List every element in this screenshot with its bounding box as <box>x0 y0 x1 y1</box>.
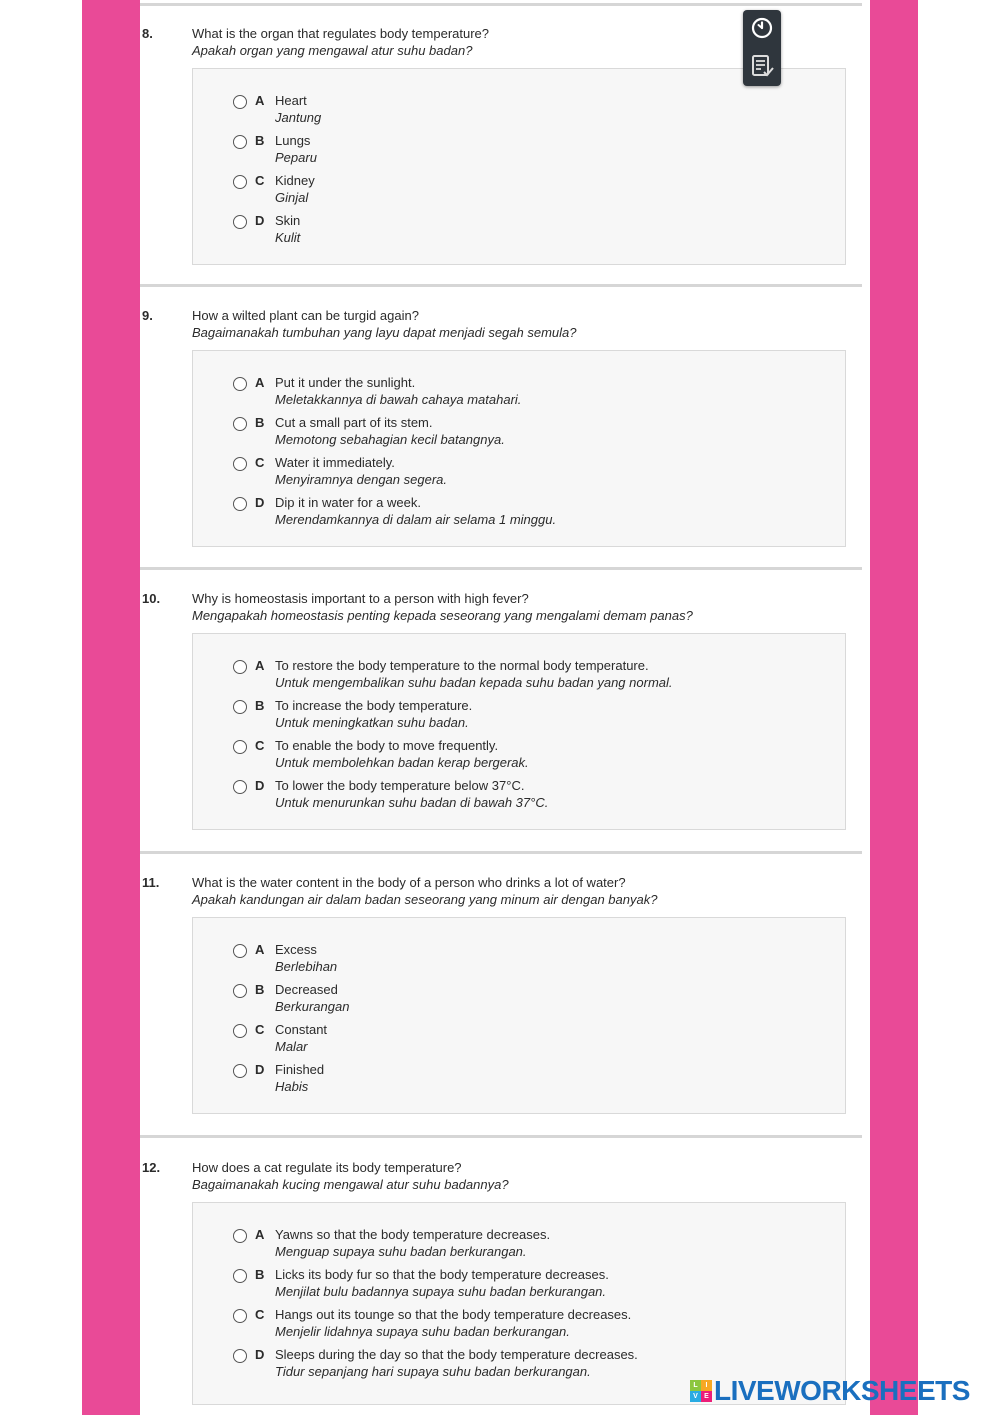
question-text-en: Why is homeostasis important to a person with high fever? <box>192 591 529 606</box>
option-letter: B <box>255 133 265 148</box>
option-letter: B <box>255 415 265 430</box>
radio-button[interactable] <box>233 457 247 471</box>
option-letter: D <box>255 495 265 510</box>
option-text-ms: Meletakkannya di bawah cahaya matahari. <box>275 392 522 407</box>
option-d[interactable] <box>233 213 833 249</box>
option-text-ms: Malar <box>275 1039 308 1054</box>
options-box <box>192 68 846 265</box>
timer-icon[interactable] <box>749 15 775 41</box>
radio-button[interactable] <box>233 944 247 958</box>
radio-button[interactable] <box>233 780 247 794</box>
logo-text: LIVEWORKSHEETS <box>714 1375 970 1406</box>
radio-button[interactable] <box>233 984 247 998</box>
option-a[interactable] <box>233 1227 833 1263</box>
option-text-en: Yawns so that the body temperature decreases. <box>275 1227 551 1242</box>
option-text-ms: Menjelir lidahnya supaya suhu badan berkurangan. <box>275 1324 570 1339</box>
option-letter: D <box>255 1347 265 1362</box>
option-text-en: Put it under the sunlight. <box>275 375 416 390</box>
option-text-ms: Kulit <box>275 230 301 245</box>
question-text-ms: Bagaimanakah kucing mengawal atur suhu badannya? <box>192 1177 509 1192</box>
question-text-ms: Apakah kandungan air dalam badan seseorang yang minum air dengan banyak? <box>192 892 658 907</box>
option-text-ms: Memotong sebahagian kecil batangnya. <box>275 432 505 447</box>
option-text-en: Dip it in water for a week. <box>275 495 421 510</box>
option-text-en: Lungs <box>275 133 311 148</box>
radio-button[interactable] <box>233 1064 247 1078</box>
option-text-en: Decreased <box>275 982 338 997</box>
option-text-ms: Ginjal <box>275 190 309 205</box>
option-text-en: Licks its body fur so that the body temperature decreases. <box>275 1267 609 1282</box>
liveworksheets-logo <box>690 1374 970 1408</box>
option-text-ms: Merendamkannya di dalam air selama 1 minggu. <box>275 512 557 527</box>
radio-button[interactable] <box>233 1309 247 1323</box>
option-text-en: Cut a small part of its stem. <box>275 415 433 430</box>
worksheet-page <box>140 0 870 1415</box>
option-a[interactable] <box>233 658 833 694</box>
option-d[interactable] <box>233 495 833 531</box>
radio-button[interactable] <box>233 497 247 511</box>
option-letter: A <box>255 1227 265 1242</box>
question-text-en: What is the organ that regulates body temperature? <box>192 26 490 41</box>
option-text-en: Water it immediately. <box>275 455 395 470</box>
radio-button[interactable] <box>233 1024 247 1038</box>
option-c[interactable] <box>233 173 833 209</box>
option-letter: A <box>255 93 265 108</box>
radio-button[interactable] <box>233 1349 247 1363</box>
option-letter: A <box>255 658 265 673</box>
option-text-ms: Menjilat bulu badannya supaya suhu badan berkurangan. <box>275 1284 607 1299</box>
option-d[interactable] <box>233 1062 833 1098</box>
option-b[interactable] <box>233 1267 833 1303</box>
question-divider <box>140 284 862 287</box>
option-letter: D <box>255 213 265 228</box>
question-text-en: How a wilted plant can be turgid again? <box>192 308 419 323</box>
logo-mark-icon <box>690 1380 712 1402</box>
option-letter: B <box>255 982 265 997</box>
option-letter: A <box>255 375 265 390</box>
option-text-ms: Berlebihan <box>275 959 338 974</box>
option-text-ms: Menyiramnya dengan segera. <box>275 472 447 487</box>
question-text-ms: Bagaimanakah tumbuhan yang layu dapat menjadi segah semula? <box>192 325 577 340</box>
option-text-en: Kidney <box>275 173 315 188</box>
option-a[interactable] <box>233 93 833 129</box>
question-number: 10. <box>142 591 161 606</box>
question-text-ms: Mengapakah homeostasis penting kepada seseorang yang mengalami demam panas? <box>192 608 693 623</box>
option-b[interactable] <box>233 698 833 734</box>
option-text-en: Skin <box>275 213 301 228</box>
option-text-ms: Untuk menurunkan suhu badan di bawah 37°C. <box>275 795 549 810</box>
option-letter: C <box>255 173 265 188</box>
logo-letter: I <box>701 1380 712 1391</box>
radio-button[interactable] <box>233 700 247 714</box>
option-text-en: Sleeps during the day so that the body temperature decreases. <box>275 1347 638 1362</box>
option-text-ms: Berkurangan <box>275 999 350 1014</box>
top-divider <box>140 3 862 6</box>
radio-button[interactable] <box>233 215 247 229</box>
option-letter: D <box>255 778 265 793</box>
option-text-en: To increase the body temperature. <box>275 698 473 713</box>
option-a[interactable] <box>233 942 833 978</box>
question-text-ms: Apakah organ yang mengawal atur suhu badan? <box>192 43 473 58</box>
option-a[interactable] <box>233 375 833 411</box>
question-text-en: How does a cat regulate its body temperature? <box>192 1160 462 1175</box>
question-divider <box>140 851 862 854</box>
logo-letter: E <box>701 1391 712 1402</box>
logo-letter: L <box>690 1380 701 1391</box>
radio-button[interactable] <box>233 417 247 431</box>
radio-button[interactable] <box>233 95 247 109</box>
radio-button[interactable] <box>233 175 247 189</box>
left-margin-bar <box>82 0 140 1415</box>
option-c[interactable] <box>233 455 833 491</box>
question-number: 12. <box>142 1160 161 1175</box>
option-text-en: Excess <box>275 942 317 957</box>
option-b[interactable] <box>233 133 833 169</box>
option-letter: D <box>255 1062 265 1077</box>
option-letter: C <box>255 1022 265 1037</box>
option-text-en: Finished <box>275 1062 325 1077</box>
radio-button[interactable] <box>233 1269 247 1283</box>
option-letter: C <box>255 455 265 470</box>
option-letter: C <box>255 738 265 753</box>
question-divider <box>140 1135 862 1138</box>
question-number: 11. <box>142 875 160 890</box>
options-box <box>192 350 846 547</box>
radio-button[interactable] <box>233 740 247 754</box>
option-text-ms: Jantung <box>275 110 322 125</box>
question-divider <box>140 567 862 570</box>
option-text-en: To lower the body temperature below 37°C. <box>275 778 525 793</box>
option-letter: B <box>255 1267 265 1282</box>
radio-button[interactable] <box>233 1229 247 1243</box>
review-icon[interactable] <box>749 53 775 79</box>
option-b[interactable] <box>233 415 833 451</box>
option-c[interactable] <box>233 1022 833 1058</box>
logo-letter: V <box>690 1391 701 1402</box>
option-text-ms: Untuk mengembalikan suhu badan kepada suhu badan yang normal. <box>275 675 673 690</box>
option-text-ms: Habis <box>275 1079 309 1094</box>
option-text-en: Constant <box>275 1022 328 1037</box>
option-text-ms: Untuk meningkatkan suhu badan. <box>275 715 469 730</box>
option-c[interactable] <box>233 1307 833 1343</box>
radio-button[interactable] <box>233 135 247 149</box>
question-number: 9. <box>142 308 153 323</box>
option-text-en: To restore the body temperature to the normal body temperature. <box>275 658 649 673</box>
radio-button[interactable] <box>233 377 247 391</box>
options-box <box>192 633 846 830</box>
option-text-ms: Menguap supaya suhu badan berkurangan. <box>275 1244 527 1259</box>
option-text-en: Hangs out its tounge so that the body temperature decreases. <box>275 1307 632 1322</box>
question-number: 8. <box>142 26 153 41</box>
floating-toolbar <box>743 10 781 86</box>
option-letter: C <box>255 1307 265 1322</box>
option-text-en: Heart <box>275 93 307 108</box>
option-c[interactable] <box>233 738 833 774</box>
option-d[interactable] <box>233 778 833 814</box>
question-text-en: What is the water content in the body of a person who drinks a lot of water? <box>192 875 626 890</box>
option-text-ms: Tidur sepanjang hari supaya suhu badan berkurangan. <box>275 1364 591 1379</box>
option-b[interactable] <box>233 982 833 1018</box>
option-text-en: To enable the body to move frequently. <box>275 738 499 753</box>
option-letter: A <box>255 942 265 957</box>
option-text-ms: Peparu <box>275 150 317 165</box>
option-letter: B <box>255 698 265 713</box>
radio-button[interactable] <box>233 660 247 674</box>
option-text-ms: Untuk membolehkan badan kerap bergerak. <box>275 755 529 770</box>
options-box <box>192 917 846 1114</box>
right-margin-bar <box>870 0 918 1415</box>
